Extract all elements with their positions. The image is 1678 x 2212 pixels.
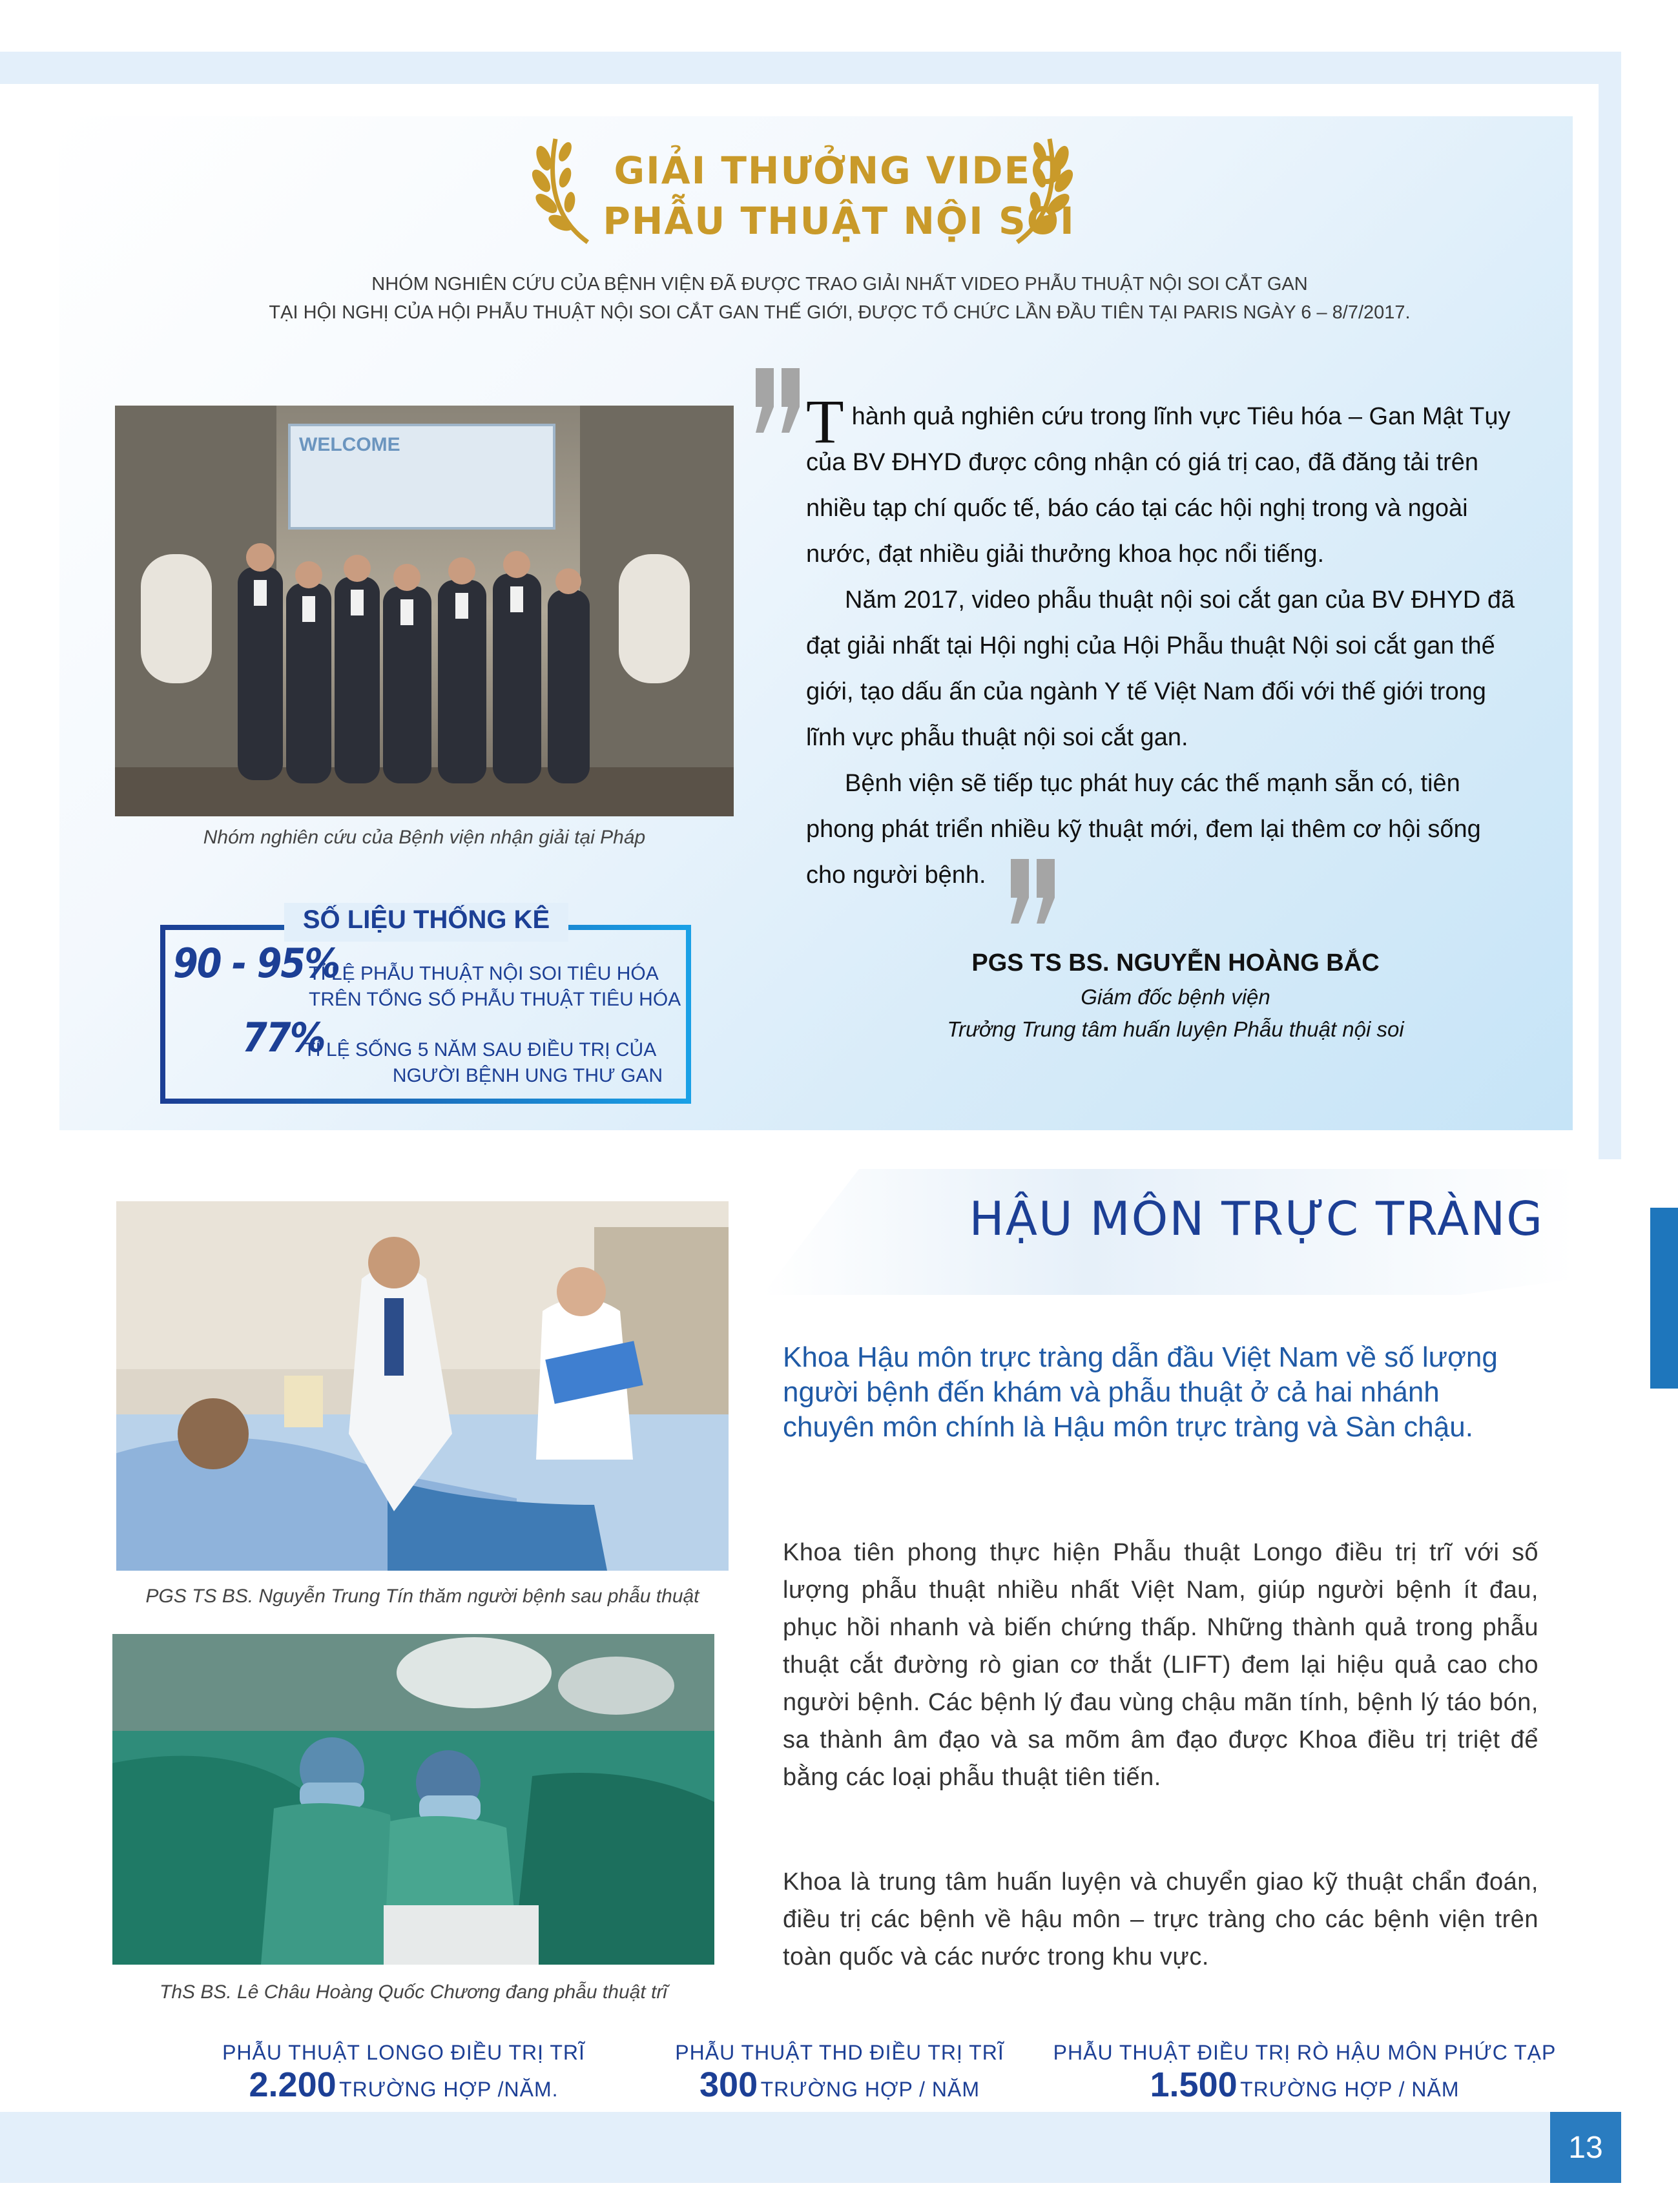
stats-title: SỐ LIỆU THỐNG KÊ: [302, 905, 550, 934]
quote-author-role-2: Trưởng Trung tâm huấn luyện Phẫu thuật nội soi: [947, 1017, 1404, 1041]
surgery-photo: [112, 1634, 714, 1965]
ward-visit-photo: [116, 1201, 729, 1571]
close-quote-icon: [1004, 853, 1062, 930]
stat-value-2: 77%: [242, 1014, 325, 1061]
stat-label-1: [309, 961, 683, 1013]
surgery-caption: ThS BS. Lê Châu Hoàng Quốc Chương đang phẫu thuật trĩ: [160, 1981, 667, 2003]
stat-label-2-line2: NGƯỜI BỆNH UNG THƯ GAN: [392, 1065, 663, 1086]
section-title: HẬU MÔN TRỰC TRÀNG: [969, 1192, 1544, 1246]
bottom-stat-2-unit: TRƯỜNG HỢP / NĂM: [760, 2078, 980, 2101]
bottom-stat-2: [646, 2041, 1033, 2105]
award-group-photo: [115, 406, 734, 816]
bottom-stat-1-value: 2.200: [249, 2065, 337, 2104]
page-number: 13: [1550, 2112, 1621, 2183]
photo-welcome-sign: WELCOME: [299, 434, 400, 455]
bottom-stat-3-label: PHẪU THUẬT ĐIỀU TRỊ RÒ HẬU MÔN PHỨC TẠP: [1053, 2041, 1557, 2064]
bottom-stat-1-label: PHẪU THUẬT LONGO ĐIỀU TRỊ TRĨ: [222, 2041, 585, 2064]
stat-label-1-line2: TRÊN TỔNG SỐ PHẪU THUẬT TIÊU HÓA: [309, 989, 681, 1010]
bottom-frame-band: [0, 2112, 1621, 2183]
bottom-stat-1-unit: TRƯỜNG HỢP /NĂM.: [339, 2078, 559, 2101]
award-title-line1: GIẢI THƯỞNG VIDEO: [614, 149, 1064, 192]
award-subtitle-line1: NHÓM NGHIÊN CỨU CỦA BỆNH VIỆN ĐÃ ĐƯỢC TRAO GIẢI NHẤT VIDEO PHẪU THUẬT NỘI SOI CẮT GAN: [371, 274, 1308, 295]
section-body-paragraph-1: Khoa tiên phong thực hiện Phẫu thuật Longo điều trị trĩ với số lượng phẫu thuật nhiều nhất Việt Nam, giúp người bệnh ít đau, phục hồi nhanh và biến chứng thấp. Những thành quả trong phẫu thuật cắt đường rò gian cơ thắt (LIFT) đem lại hiệu quả cao cho người bệnh. Các bệnh lý đau vùng chậu mãn tính, bệnh lý táo bón, sa thành âm đạo và sa mõm âm đạo được Khoa điều trị triệt để bằng các loại phẫu thuật tiên tiến.: [783, 1539, 1538, 1791]
ward-visit-caption: PGS TS BS. Nguyễn Trung Tín thăm người bệnh sau phẫu thuật: [145, 1586, 699, 1607]
award-subtitle-line2: TẠI HỘI NGHỊ CỦA HỘI PHẪU THUẬT NỘI SOI CẮT GAN THẾ GIỚI, ĐƯỢC TỔ CHỨC LẦN ĐẦU TIÊN TẠI PARIS NGÀY 6 – 8/7/2017.: [269, 302, 1411, 323]
quote-author-name: PGS TS BS. NGUYỄN HOÀNG BẮC: [971, 949, 1380, 977]
stat-value-1: 90 - 95%: [173, 940, 340, 987]
bottom-stat-3: [1046, 2041, 1563, 2105]
quote-paragraph-1: [806, 387, 1526, 577]
bottom-stat-2-value: 300: [699, 2065, 758, 2104]
stat-label-2-line1: TỈ LỆ SỐNG 5 NĂM SAU ĐIỀU TRỊ CỦA: [304, 1039, 657, 1060]
quote-author-role-1: Giám đốc bệnh viện: [1081, 985, 1270, 1009]
award-title-line2: PHẪU THUẬT NỘI SOI: [603, 199, 1075, 243]
quote-paragraph-2: Năm 2017, video phẫu thuật nội soi cắt gan của BV ĐHYD đã đạt giải nhất tại Hội nghị của Hội Phẫu thuật Nội soi cắt gan thế giới, tạo dấu ấn của ngành Y tế Việt Nam đối với thế giới trong lĩnh vực phẫu thuật nội soi cắt gan.: [806, 586, 1515, 751]
section-body-paragraph-2: Khoa là trung tâm huấn luyện và chuyển giao kỹ thuật chẩn đoán, điều trị các bệnh về hậu môn – trực tràng cho các bệnh viện trên toàn quốc và các nước trong khu vực.: [783, 1868, 1538, 1970]
bottom-stat-3-value: 1.500: [1150, 2065, 1238, 2104]
bottom-stat-2-label: PHẪU THUẬT THD ĐIỀU TRỊ TRĨ: [675, 2041, 1004, 2064]
quote-dropcap: T: [806, 387, 844, 456]
top-frame-band: [0, 52, 1621, 84]
bottom-stat-3-unit: TRƯỜNG HỢP / NĂM: [1240, 2078, 1460, 2101]
section-tab-marker: [1650, 1208, 1678, 1389]
stat-label-2: [304, 1037, 663, 1089]
section-lead: Khoa Hậu môn trực tràng dẫn đầu Việt Nam về số lượng người bệnh đến khám và phẫu thuật ở cả hai nhánh chuyên môn chính là Hậu môn trực tràng và Sàn chậu.: [783, 1341, 1498, 1443]
quote-text: [806, 387, 1526, 898]
open-quote-icon: [749, 362, 807, 439]
award-subtitle: [129, 270, 1550, 327]
bottom-stat-1: [194, 2041, 614, 2105]
quote-paragraph-3: Bệnh viện sẽ tiếp tục phát huy các thế mạnh sẵn có, tiên phong phát triển nhiều kỹ thuật mới, đem lại thêm cơ hội sống cho người bệnh.: [806, 770, 1481, 889]
award-title: [0, 145, 1678, 246]
quote-p1-text: hành quả nghiên cứu trong lĩnh vực Tiêu hóa – Gan Mật Tụy của BV ĐHYD được công nhận có giá trị cao, đã đăng tải trên nhiều tạp chí quốc tế, báo cáo tại các hội nghị trong và ngoài nước, đạt nhiều giải thưởng khoa học nổi tiếng.: [806, 403, 1511, 568]
stat-label-1-line1: TỈ LỆ PHẪU THUẬT NỘI SOI TIÊU HÓA: [309, 963, 659, 984]
award-photo-caption: Nhóm nghiên cứu của Bệnh viện nhận giải tại Pháp: [203, 827, 646, 848]
